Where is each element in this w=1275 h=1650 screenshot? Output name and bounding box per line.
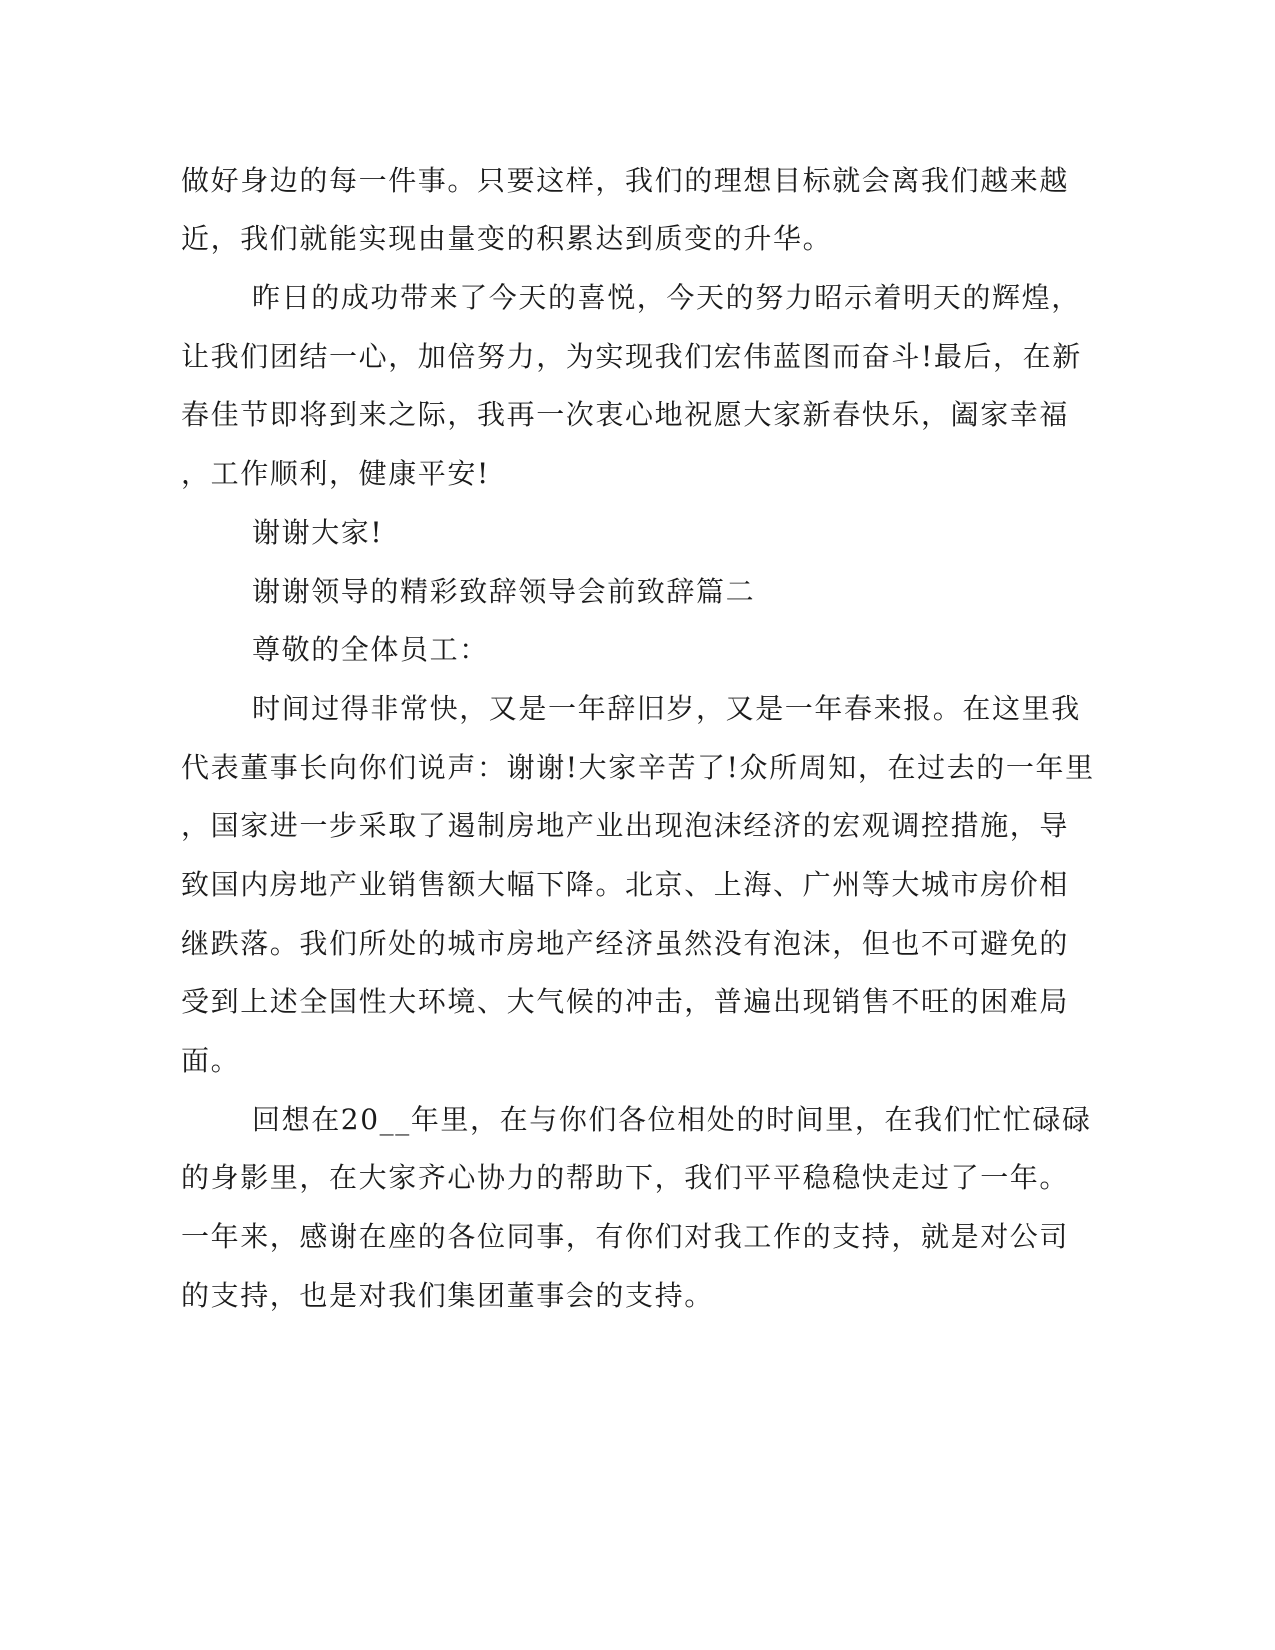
paragraph-start-line: 回想在20__年里，在与你们各位相处的时间里，在我们忙忙碌碌 <box>252 1103 1092 1136</box>
text-line: 继跌落。我们所处的城市房地产经济虽然没有泡沫，但也不可避免的 <box>181 927 1070 960</box>
text-line: 代表董事长向你们说声：谢谢!大家辛苦了!众所周知，在过去的一年里 <box>181 751 1095 784</box>
text-line: 做好身边的每一件事。只要这样，我们的理想目标就会离我们越来越 <box>181 164 1070 197</box>
text-line: 的支持，也是对我们集团董事会的支持。 <box>181 1279 714 1312</box>
thanks-line: 谢谢大家! <box>252 516 384 549</box>
text-line: ，工作顺利，健康平安! <box>181 457 490 490</box>
salutation: 尊敬的全体员工： <box>252 633 489 666</box>
text-line: 致国内房地产业销售额大幅下降。北京、上海、广州等大城市房价相 <box>181 868 1070 901</box>
text-line: ，国家进一步采取了遏制房地产业出现泡沫经济的宏观调控措施，导 <box>181 809 1070 842</box>
text-line: 春佳节即将到来之际，我再一次衷心地祝愿大家新春快乐，阖家幸福 <box>181 398 1070 431</box>
text-line: 一年来，感谢在座的各位同事，有你们对我工作的支持，就是对公司 <box>181 1220 1070 1253</box>
paragraph-start-line: 昨日的成功带来了今天的喜悦，今天的努力昭示着明天的辉煌， <box>252 281 1081 314</box>
paragraph-start-line: 时间过得非常快，又是一年辞旧岁，又是一年春来报。在这里我 <box>252 692 1081 725</box>
text-line: 让我们团结一心，加倍努力，为实现我们宏伟蓝图而奋斗!最后，在新 <box>181 340 1082 373</box>
text-line: 的身影里，在大家齐心协力的帮助下，我们平平稳稳快走过了一年。 <box>181 1161 1070 1194</box>
text-line: 近，我们就能实现由量变的积累达到质变的升华。 <box>181 222 833 255</box>
section-heading: 谢谢领导的精彩致辞领导会前致辞篇二 <box>252 575 756 608</box>
text-line: 面。 <box>181 1044 241 1077</box>
text-line: 受到上述全国性大环境、大气候的冲击，普遍出现销售不旺的困难局 <box>181 985 1070 1018</box>
